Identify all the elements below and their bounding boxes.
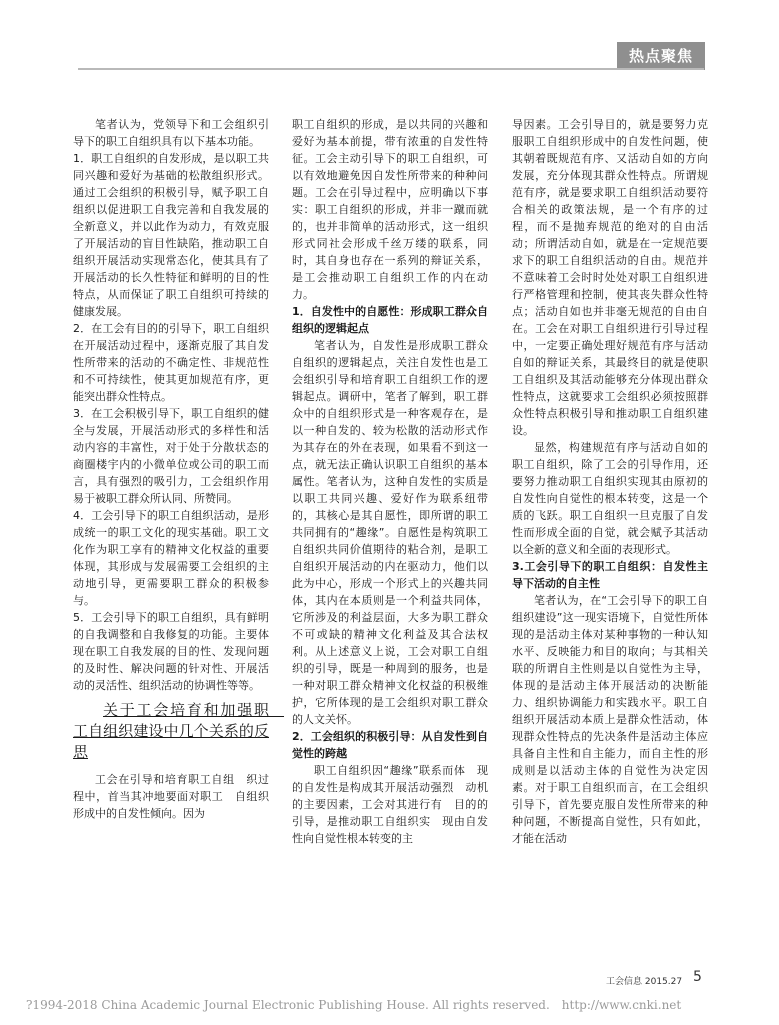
paragraph: 1．职工自组织的自发形成，是以职工共同兴趣和爱好为基础的松散组织形式。通过工会组织的积极引导，赋予职工自组织以促进职工自我完善和自我发展的全新意义，并以此作为动力，有效克服了开展活动的盲目性缺陷，推动职工自组织开展活动实现常态化，使其具有了开展活动的长久性特征和鲜明的目的性特点，从而保证了职工自组织可持续的健康发展。 xyxy=(73,152,269,318)
paragraph: 导因素。工会引导目的，就是要努力克服职工自组织形成中的自发性问题，使其朝着既规范有序、又活动自如的方向发展，充分体现其群众性特点。所谓规范有序，就是要求职工自组织活动要符合相关的政策法规，是一个有序的过程，而不是抛弃规范的绝对的自由活动；所谓活动自如，就是在一定规范要求下的职工自组织活动的自由。规范并不意味着工会时时处处对职工自组织进行严格管理和控制，使其丧失群众性特点；活动自如也并非毫无规范的自由自在。工会在对职工自组织进行引导过程中，一定要正确处理好规范有序与活动自如的辩证关系，其最终目的就是使职工自组织及其活动能够充分体现出群众性特点，这就要求工会组织必须按照群众性特点积极引导和推动职工自组织建设。 xyxy=(512,118,708,437)
paragraph: 4．工会引导下的职工自组织活动，是形成统一的职工文化的现实基础。职工文化作为职工享有的精神文化权益的重要体现，其形成与发展需要工会组织的主动地引导，更需要职工群众的积极参与。 xyxy=(73,509,269,607)
section-heading-text: 关于工会培育和加强职 工自组织建设中几个关系的反思 xyxy=(73,701,285,761)
paragraph: 笔者认为，党领导下和工会组织引导下的职工自组织具有以下基本功能。 xyxy=(73,118,269,148)
section-tag: 热点聚焦 xyxy=(617,42,705,70)
column-2 xyxy=(292,116,488,847)
paragraph: 职工自组织因“趣缘”联系而体 现的自发性是构成其开展活动强烈 动机的主要因素，工会对其进行有 目的的引导，是推动职工自组织实 现由自发性向自觉性根本转变的主 xyxy=(292,764,488,845)
column-1 xyxy=(73,116,285,822)
paragraph: 3．在工会积极引导下，职工自组织的健全与发展，开展活动形式的多样性和活动内容的丰富性，对于处于分散状态的商圈楼宇内的小微单位或公司的职工而言，具有强烈的吸引力，工会组织作用易于被职工群众所认同、所赞同。 xyxy=(73,407,269,505)
column-3 xyxy=(512,116,708,847)
section-heading xyxy=(73,700,285,763)
subheading: 3.工会引导下的职工自组织：自发性主导下活动的自主性 xyxy=(512,560,708,590)
paragraph: 职工自组织的形成，是以共同的兴趣和爱好为基本前提，带有浓重的自发性特征。工会主动引导下的职工自组织，可以有效地避免因自发性所带来的种种问题。工会在引导过程中，应明确以下事实：职工自组织的形成，并非一蹴而就的，也并非简单的活动形式，这一组织形式同社会形成千丝万缕的联系，同时，其自身也存在一系列的辩证关系，是工会推动职工自组织工作的内在动力。 xyxy=(292,118,488,301)
journal-name: 工会信息 2015.27 xyxy=(606,977,683,987)
paragraph: 笔者认为，在“工会引导下的职工自组织建设”这一现实语境下，自觉性所体现的是活动主体对某种事物的一种认知水平、反映能力和目的取向；与其相关联的所谓自主性则是以自觉性为主导，体现的是活动主体开展活动的决断能力、组织协调能力和实践水平。职工自组织开展活动本质上是群众性活动，体现群众性特点的先决条件是活动主体应具备自主性和自主能力，而自主性的形成则是以活动主体的自觉性为决定因素。对于职工自组织而言，在工会组织引导下，首先要克服自发性所带来的种种问题，不断提高自觉性，只有如此，才能在活动 xyxy=(512,594,708,845)
paragraph: 笔者认为，自发性是形成职工群众自组织的逻辑起点，关注自发性也是工会组织引导和培育职工自组织工作的逻辑起点。调研中，笔者了解到，职工群众中的自组织形式是一种客观存在，是以一种自发的、较为松散的活动形式作为其存在的外在表现，如果看不到这一点，就无法正确认识职工自组织的基本属性。笔者认为，这种自发性的实质是以职工共同兴趣、爱好作为联系纽带的，其核心是其自愿性，即所谓的职工共同拥有的“趣缘”。自愿性是构筑职工自组织共同价值期待的粘合剂，是职工自组织开展活动的内在驱动力，他们以此为中心，形成一个形式上的兴趣共同体，其内在本质则是一个利益共同体，它所涉及的利益层面，大多为职工群众不可或缺的精神文化利益及其合法权利。从上述意义上说，工会对职工自组织的引导，既是一种周到的服务，也是一种对职工群众精神文化权益的积极维护，它所体现的是工会组织对职工群众的人文关怀。 xyxy=(292,339,488,726)
paragraph: 5．工会引导下的职工自组织，具有鲜明的自我调整和自我修复的功能。主要体现在职工自我发展的目的性、发现问题的及时性、解决问题的针对性、开展活动的灵活性、组织活动的协调性等等。 xyxy=(73,611,269,692)
paragraph: 工会在引导和培育职工自组 织过程中，首当其冲地要面对职工 自组织形成中的自发性倾向。因为 xyxy=(73,773,269,820)
subheading: 2．工会组织的积极引导：从自发性到自觉性的跨越 xyxy=(292,730,488,760)
paragraph: 显然，构建规范有序与活动自如的职工自组织，除了工会的引导作用，还要努力推动职工自组织实现其由原初的自发性向自觉性的根本转变，这是一个质的飞跃。职工自组织一旦克服了自发性而形成全面的自觉，就会赋予其活动以全新的意义和全面的表现形式。 xyxy=(512,441,708,556)
page-number: 5 xyxy=(693,969,702,985)
copyright-notice: ?1994-2018 China Academic Journal Electronic Publishing House. All rights reserved. http://www.cnki.net xyxy=(26,998,682,1012)
header-rule xyxy=(78,68,704,70)
paragraph: 2．在工会有目的的引导下，职工自组织在开展活动过程中，逐渐克服了其自发性所带来的活动的不确定性、非规范性和不可持续性，使其更加规范有序，更能突出群众性特点。 xyxy=(73,322,269,403)
subheading: 1．自发性中的自愿性：形成职工群众自组织的逻辑起点 xyxy=(292,305,488,335)
